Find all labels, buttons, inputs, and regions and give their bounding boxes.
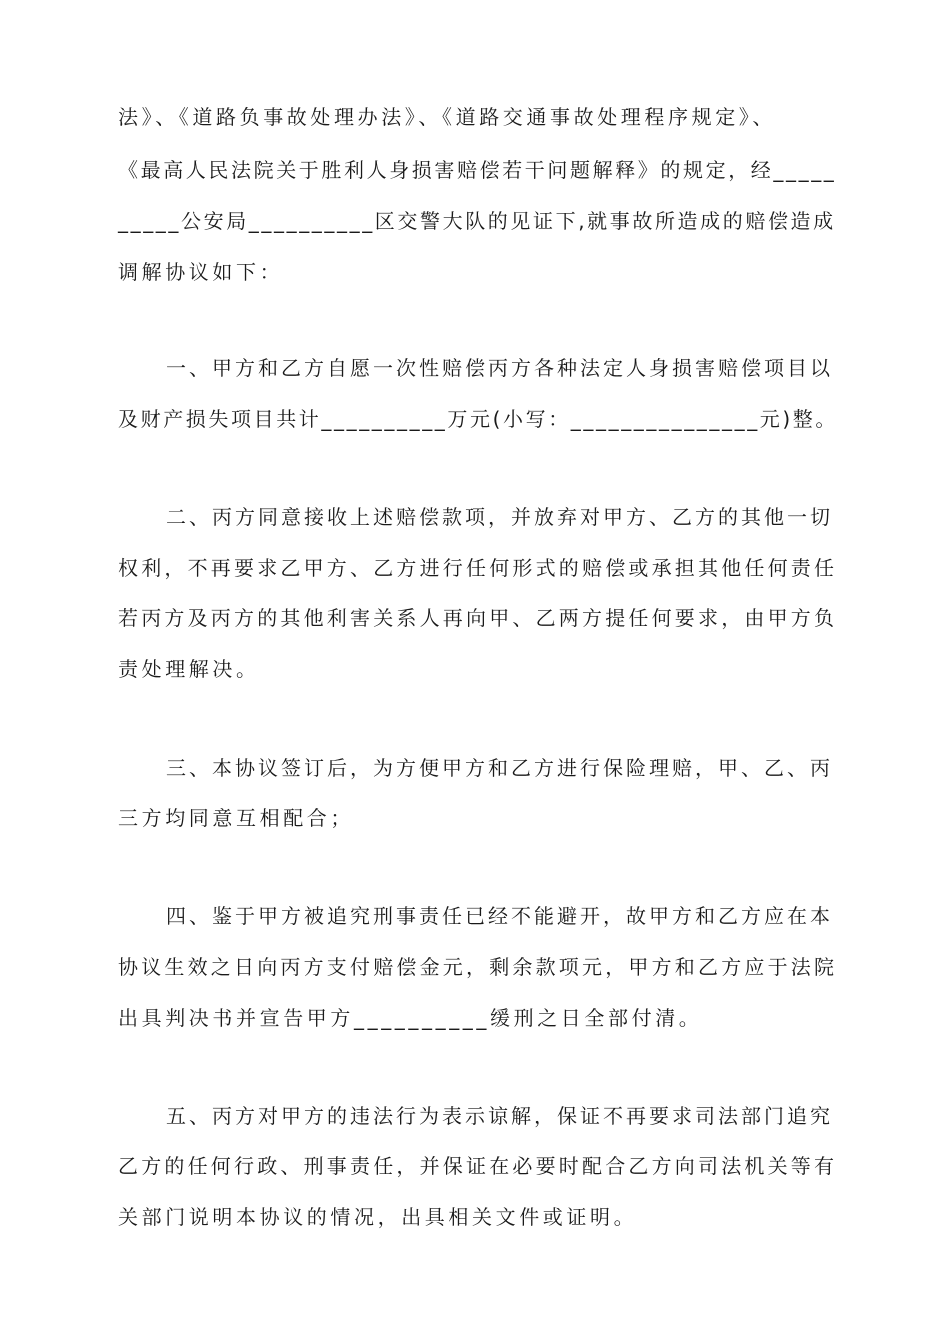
- text-line: 三方均同意互相配合；: [118, 806, 354, 830]
- text-line: _____公安局__________区交警大队的见证下,就事故所造成的赔偿造成: [118, 209, 836, 233]
- text-line: 关部门说明本协议的情况，出具相关文件或证明。: [118, 1205, 638, 1229]
- text-line: 二、丙方同意接收上述赔偿款项，并放弃对甲方、乙方的其他一切: [166, 505, 833, 529]
- text-line: 协议生效之日向丙方支付赔偿金元，剩余款项元，甲方和乙方应于法院: [118, 955, 838, 979]
- text-line: 三、本协议签订后，为方便甲方和乙方进行保险理赔，甲、乙、丙: [166, 756, 833, 780]
- text-line: 《最高人民法院关于胜利人身损害赔偿若干问题解释》的规定，经_____: [118, 158, 837, 182]
- text-line: 责处理解决。: [118, 657, 260, 681]
- text-line: 调解协议如下：: [118, 260, 284, 284]
- text-line: 乙方的任何行政、刑事责任，并保证在必要时配合乙方向司法机关等有: [118, 1154, 838, 1178]
- text-line: 法》、《道路负事故处理办法》、《道路交通事故处理程序规定》、: [118, 105, 776, 129]
- text-line: 出具判决书并宣告甲方__________缓刑之日全部付清。: [118, 1006, 703, 1030]
- text-line: 一、甲方和乙方自愿一次性赔偿丙方各种法定人身损害赔偿项目以: [166, 356, 833, 380]
- text-line: 五、丙方对甲方的违法行为表示谅解，保证不再要求司法部门追究: [166, 1104, 833, 1128]
- text-line: 若丙方及丙方的其他利害关系人再向甲、乙两方提任何要求，由甲方负: [118, 606, 838, 630]
- text-line: 权利，不再要求乙甲方、乙方进行任何形式的赔偿或承担其他任何责任: [118, 556, 838, 580]
- text-line: 及财产损失项目共计__________万元(小写：_______________元)整。: [118, 407, 839, 431]
- text-line: 四、鉴于甲方被追究刑事责任已经不能避开，故甲方和乙方应在本: [166, 904, 833, 928]
